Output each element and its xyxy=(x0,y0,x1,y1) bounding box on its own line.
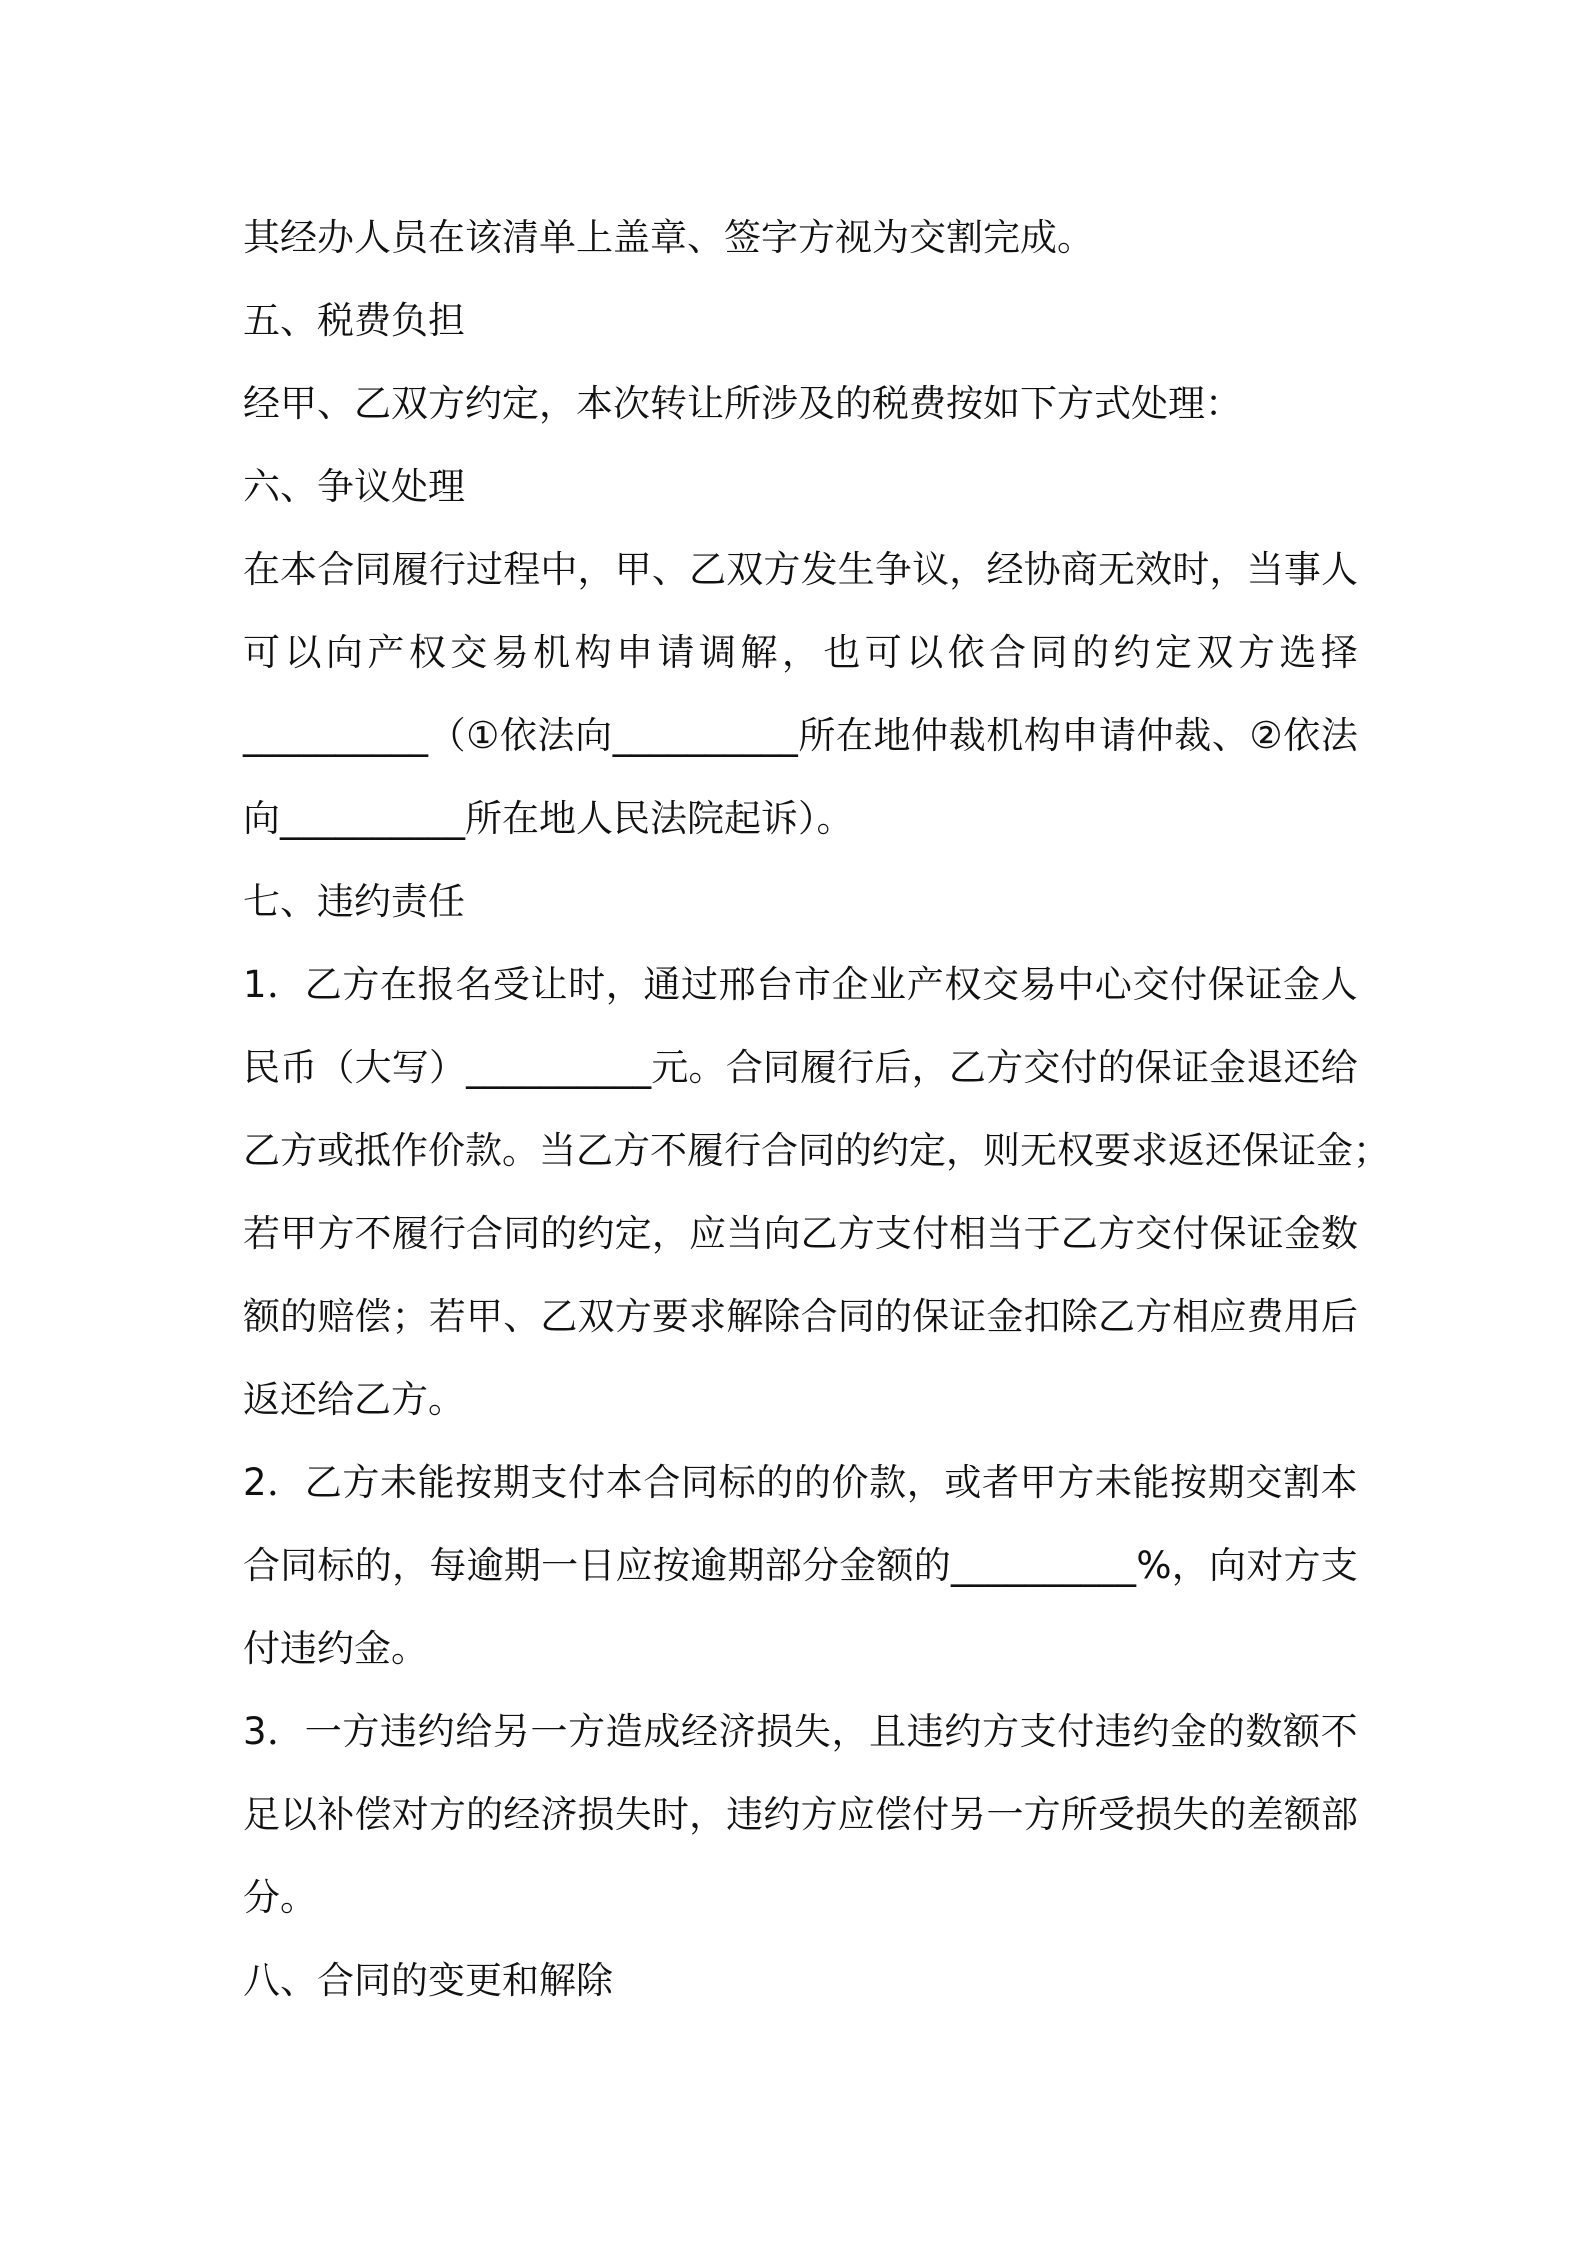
section-heading: 五、税费负担 xyxy=(243,299,465,342)
text-line: 1 ． 乙 方 在 报 名 受 让 时 ， 通 过 邢 台 市 企 业 产 权 交 易 中 心 交 付 保 证 金 人 xyxy=(243,963,1358,1006)
document-body xyxy=(243,196,1390,2022)
text-line: 经甲、乙双方约定，本次转让所涉及的税费按如下方式处理： xyxy=(243,382,1242,425)
text-line: 足 以 补 偿 对 方 的 经 济 损 失 时 ， 违 约 方 应 偿 付 另 一 方 所 受 损 失 的 差 额 部 xyxy=(243,1793,1358,1836)
section-heading: 六、争议处理 xyxy=(243,465,465,508)
text-line: 可 以 向 产 权 交 易 机 构 申 请 调 解 ， 也 可 以 依 合 同 的 约 定 双 方 选 择 xyxy=(243,631,1358,674)
text-line: 若 甲 方 不 履 行 合 同 的 约 定 ， 应 当 向 乙 方 支 付 相 当 于 乙 方 交 付 保 证 金 数 xyxy=(243,1212,1358,1255)
text-line: 分。 xyxy=(243,1876,317,1919)
text-line: 付违约金。 xyxy=(243,1627,428,1670)
section-heading: 七、违约责任 xyxy=(243,880,465,923)
text-line: 民 币 （ 大 写 ） __________ 元 。 合 同 履 行 后 ， 乙 方 交 付 的 保 证 金 退 还 给 xyxy=(243,1046,1358,1089)
text-line: 2 ． 乙 方 未 能 按 期 支 付 本 合 同 标 的 的 价 款 ， 或 者 甲 方 未 能 按 期 交 割 本 xyxy=(243,1461,1358,1504)
text-line: 其经办人员在该清单上盖章、签字方视为交割完成。 xyxy=(243,216,1094,259)
text-line: 乙 方 或 抵 作 价 款 。 当 乙 方 不 履 行 合 同 的 约 定 ， 则 无 权 要 求 返 还 保 证 金 ； xyxy=(243,1129,1390,1172)
section-heading: 八、合同的变更和解除 xyxy=(243,1959,613,2002)
text-line: 向__________所在地人民法院起诉）。 xyxy=(243,797,854,840)
text-line: 额 的 赔 偿 ； 若 甲 、 乙 双 方 要 求 解 除 合 同 的 保 证 金 扣 除 乙 方 相 应 费 用 后 xyxy=(243,1295,1358,1338)
text-line: 在 本 合 同 履 行 过 程 中 ， 甲 、 乙 双 方 发 生 争 议 ， 经 协 商 无 效 时 ， 当 事 人 xyxy=(243,548,1358,591)
text-line: 返还给乙方。 xyxy=(243,1378,465,1421)
text-line: __________ （ ① 依 法 向 __________ 所 在 地 仲 裁 机 构 申 请 仲 裁 、 ② 依 法 xyxy=(243,714,1358,757)
text-line: 合 同 标 的 ， 每 逾 期 一 日 应 按 逾 期 部 分 金 额 的 __________ % ， 向 对 方 支 xyxy=(243,1544,1358,1587)
text-line: 3 ． 一 方 违 约 给 另 一 方 造 成 经 济 损 失 ， 且 违 约 方 支 付 违 约 金 的 数 额 不 xyxy=(243,1710,1358,1753)
